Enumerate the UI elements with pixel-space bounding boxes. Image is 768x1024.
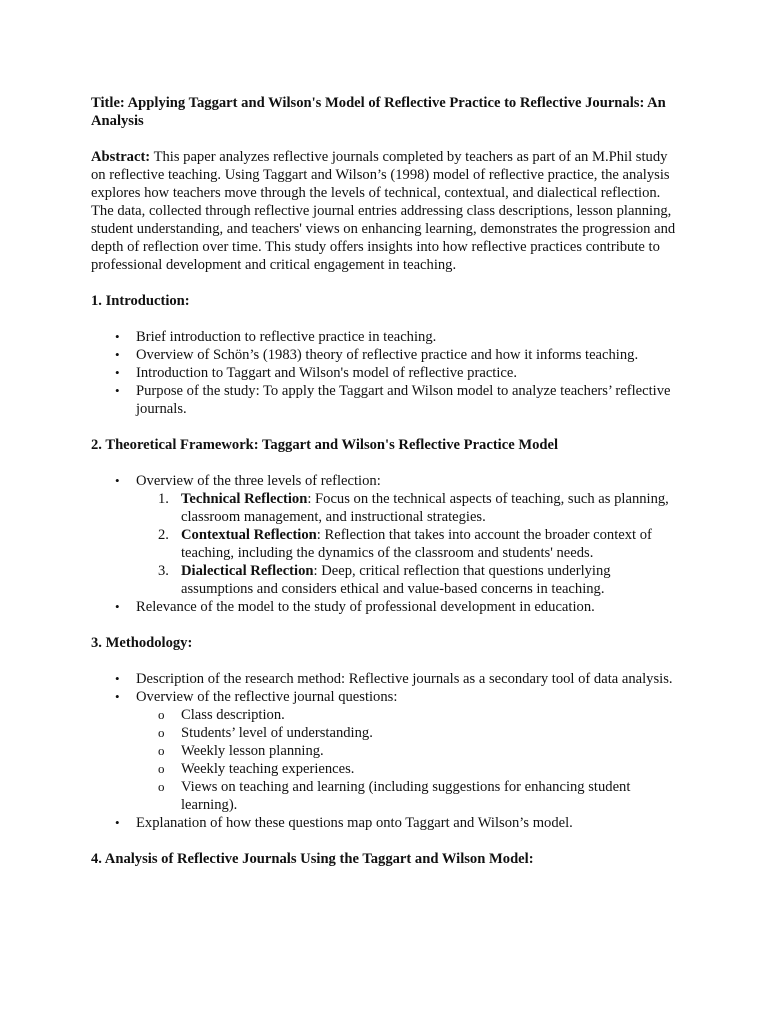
list-number: 1. (158, 491, 169, 507)
bullet-icon: • (115, 671, 120, 686)
section-heading-framework: 2. Theoretical Framework: Taggart and Wilson's Reflective Practice Model (91, 437, 559, 453)
list-item-text: Overview of the three levels of reflection: (136, 473, 381, 489)
reflection-level-item (136, 526, 681, 562)
bullet-icon: • (115, 599, 120, 614)
title-text: Applying Taggart and Wilson's Model of Reflective Practice to Reflective Journals: An Analysis (91, 95, 666, 129)
list-item (91, 814, 681, 832)
circle-bullet-icon: o (158, 743, 165, 758)
journal-questions-list (136, 706, 681, 814)
level-term: Contextual Reflection (181, 527, 317, 543)
bullet-icon: • (115, 815, 120, 830)
list-item-text: Purpose of the study: To apply the Taggart and Wilson model to analyze teachers’ reflective journals. (136, 383, 671, 417)
level-description: : Deep, critical reflection that questions underlying assumptions and considers ethical and value-based concerns in teaching. (181, 563, 611, 597)
methodology-list (91, 670, 681, 832)
level-term: Dialectical Reflection (181, 563, 314, 579)
question-item (136, 724, 681, 742)
abstract-paragraph (91, 148, 681, 274)
question-item (136, 742, 681, 760)
bullet-icon: • (115, 365, 120, 380)
bullet-icon: • (115, 383, 120, 398)
question-text: Views on teaching and learning (including suggestions for enhancing student learning). (181, 779, 631, 813)
level-description: : Reflection that takes into account the broader context of teaching, including the dynamics of the classroom and students' needs. (181, 527, 652, 561)
question-text: Weekly teaching experiences. (181, 761, 355, 777)
question-item (136, 778, 681, 814)
list-item (91, 346, 681, 364)
list-item (91, 472, 681, 598)
list-item (91, 670, 681, 688)
list-item (91, 382, 681, 418)
list-number: 2. (158, 527, 169, 543)
list-item-text: Explanation of how these questions map onto Taggart and Wilson’s model. (136, 815, 573, 831)
reflection-level-item (136, 562, 681, 598)
question-text: Class description. (181, 707, 285, 723)
list-item-text: Brief introduction to reflective practice in teaching. (136, 329, 437, 345)
question-text: Weekly lesson planning. (181, 743, 324, 759)
list-number: 3. (158, 563, 169, 579)
paper-title (91, 94, 681, 130)
bullet-icon: • (115, 347, 120, 362)
circle-bullet-icon: o (158, 725, 165, 740)
list-item-text: Relevance of the model to the study of professional development in education. (136, 599, 595, 615)
question-text: Students’ level of understanding. (181, 725, 373, 741)
document-body (91, 94, 681, 886)
reflection-level-item (136, 490, 681, 526)
list-item (91, 364, 681, 382)
circle-bullet-icon: o (158, 779, 165, 794)
circle-bullet-icon: o (158, 707, 165, 722)
introduction-list (91, 328, 681, 418)
reflection-levels-list (136, 490, 681, 598)
list-item-text: Overview of Schön’s (1983) theory of reflective practice and how it informs teaching. (136, 347, 639, 363)
list-item (91, 328, 681, 346)
abstract-label: Abstract: (91, 149, 151, 165)
section-heading-introduction: 1. Introduction: (91, 293, 190, 309)
level-description: : Focus on the technical aspects of teaching, such as planning, classroom management, and instructional strategies. (181, 491, 669, 525)
list-item-text: Introduction to Taggart and Wilson's model of reflective practice. (136, 365, 518, 381)
question-item (136, 706, 681, 724)
circle-bullet-icon: o (158, 761, 165, 776)
list-item (91, 688, 681, 814)
section-heading-methodology: 3. Methodology: (91, 635, 193, 651)
bullet-icon: • (115, 689, 120, 704)
abstract-text: This paper analyzes reflective journals completed by teachers as part of an M.Phil study on reflective teaching. Using Taggart and Wilson’s (1998) model of reflective practice, the analysis explores how teachers move through the levels of technical, contextual, and dialectical reflection. The data, collected through reflective journal entries addressing class descriptions, lesson planning, student understanding, and teachers' views on enhancing learning, demonstrates the progression and depth of reflection over time. This study offers insights into how reflective practices contribute to professional development and critical engagement in teaching. (91, 149, 676, 273)
bullet-icon: • (115, 473, 120, 488)
framework-list (91, 472, 681, 616)
list-item-text: Overview of the reflective journal questions: (136, 689, 398, 705)
level-term: Technical Reflection (181, 491, 308, 507)
question-item (136, 760, 681, 778)
list-item (91, 598, 681, 616)
bullet-icon: • (115, 329, 120, 344)
section-heading-analysis: 4. Analysis of Reflective Journals Using the Taggart and Wilson Model: (91, 851, 534, 867)
title-label: Title: (91, 95, 125, 111)
list-item-text: Description of the research method: Reflective journals as a secondary tool of data analysis. (136, 671, 673, 687)
